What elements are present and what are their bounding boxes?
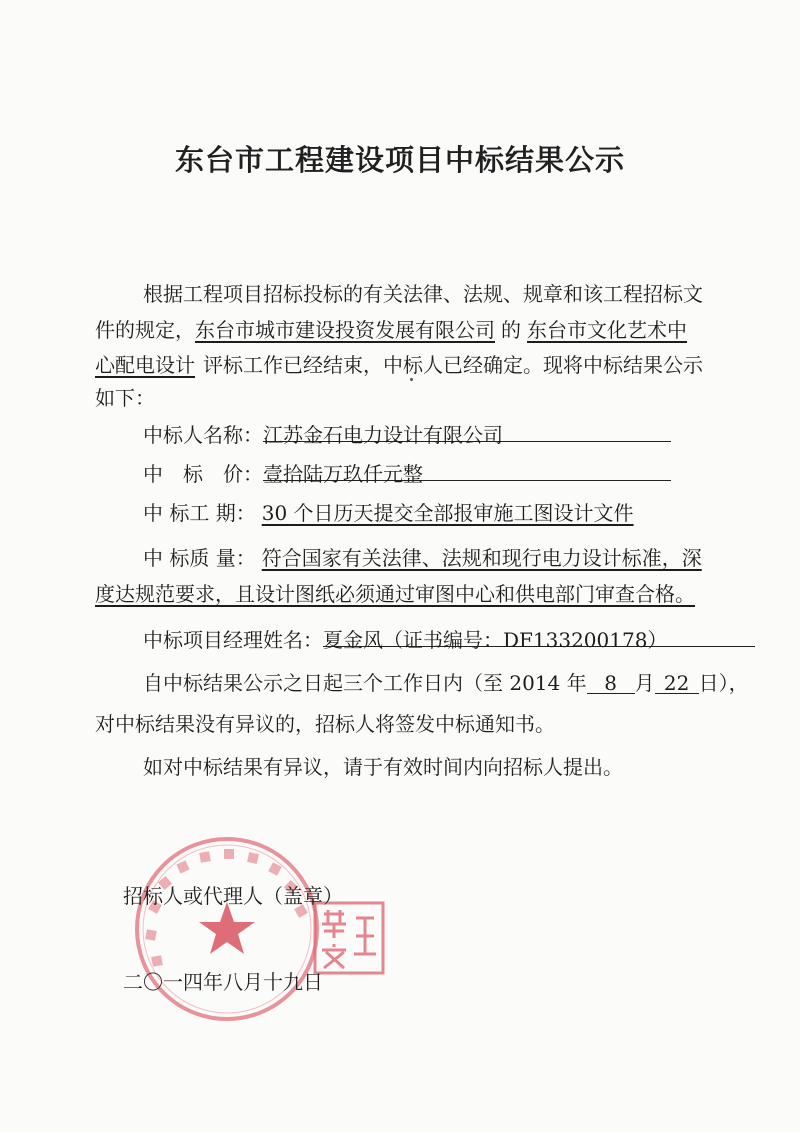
notice-day: 22 xyxy=(655,671,699,694)
winner-field xyxy=(263,419,671,447)
manager-value: 夏金风（证书编号：DF133200178） xyxy=(323,628,668,652)
quality-value-1: 符合国家有关法律、法规和现行电力设计标准，深 xyxy=(261,546,702,570)
notice-text-1b: 月 xyxy=(634,671,655,695)
manager-field xyxy=(323,624,755,652)
price-row xyxy=(143,458,671,487)
winner-label: 中标人名称： xyxy=(143,423,263,447)
quality-row-2 xyxy=(95,578,695,607)
price-field xyxy=(263,458,671,486)
signature-label-row xyxy=(123,880,343,909)
intro-line-2 xyxy=(95,314,687,343)
winner-row xyxy=(143,419,671,448)
notice-line-3 xyxy=(143,751,623,780)
period-label: 中 标工 期： xyxy=(143,501,256,525)
notice-month: 8 xyxy=(587,671,635,694)
signature-label: 招标人或代理人（盖章） xyxy=(123,884,343,908)
project-name-part-1: 东台市文化艺术中 xyxy=(527,318,687,342)
price-value: 壹拾陆万玖仟元整 xyxy=(263,462,423,486)
page-title: 东台市工程建设项目中标结果公示 xyxy=(174,143,625,177)
quality-value-2: 度达规范要求，且设计图纸必须通过审图中心和供电部门审查合格。 xyxy=(95,582,695,606)
period-value: 30 个日历天提交全部报审施工图设计文件 xyxy=(261,501,634,525)
intro-text-1: 根据工程项目招标投标的有关法律、法规、规章和该工程招标文 xyxy=(143,282,703,306)
signature-date-row xyxy=(123,966,323,995)
intro-text-3: 评标工作已经结束，中标人已经确定。现将中标结果公示 xyxy=(203,353,703,377)
intro-text-2b: 的 xyxy=(501,318,521,342)
manager-row xyxy=(143,624,755,653)
manager-label: 中标项目经理姓名： xyxy=(143,628,323,652)
notice-text-1c: 日）， xyxy=(698,671,749,695)
winner-value: 江苏金石电力设计有限公司 xyxy=(263,423,503,447)
notice-line-1 xyxy=(143,667,749,696)
notice-line-2 xyxy=(95,708,555,737)
price-label: 中 标 价： xyxy=(143,462,263,486)
company-seal xyxy=(130,832,325,1027)
tenderer-name: 东台市城市建设投资发展有限公司 xyxy=(195,318,495,342)
intro-text-4: 如下： xyxy=(95,386,155,410)
project-name-part-2: 心配电设计 xyxy=(95,353,195,377)
quality-row xyxy=(143,542,702,571)
intro-text-2a: 件的规定， xyxy=(95,318,195,342)
quality-label: 中 标质 量： xyxy=(143,546,256,570)
intro-line-3 xyxy=(95,349,703,378)
intro-line-4 xyxy=(95,382,155,411)
period-row xyxy=(143,497,634,526)
personal-stamp xyxy=(312,900,386,976)
notice-text-2: 对中标结果没有异议的，招标人将签发中标通知书。 xyxy=(95,712,555,736)
notice-text-1a: 自中标结果公示之日起三个工作日内（至 2014 年 xyxy=(143,671,587,695)
intro-line-1 xyxy=(143,278,703,307)
notice-text-3: 如对中标结果有异议，请于有效时间内向招标人提出。 xyxy=(143,755,623,779)
scan-speck xyxy=(410,378,413,381)
signature-date: 二〇一四年八月十九日 xyxy=(123,970,323,994)
